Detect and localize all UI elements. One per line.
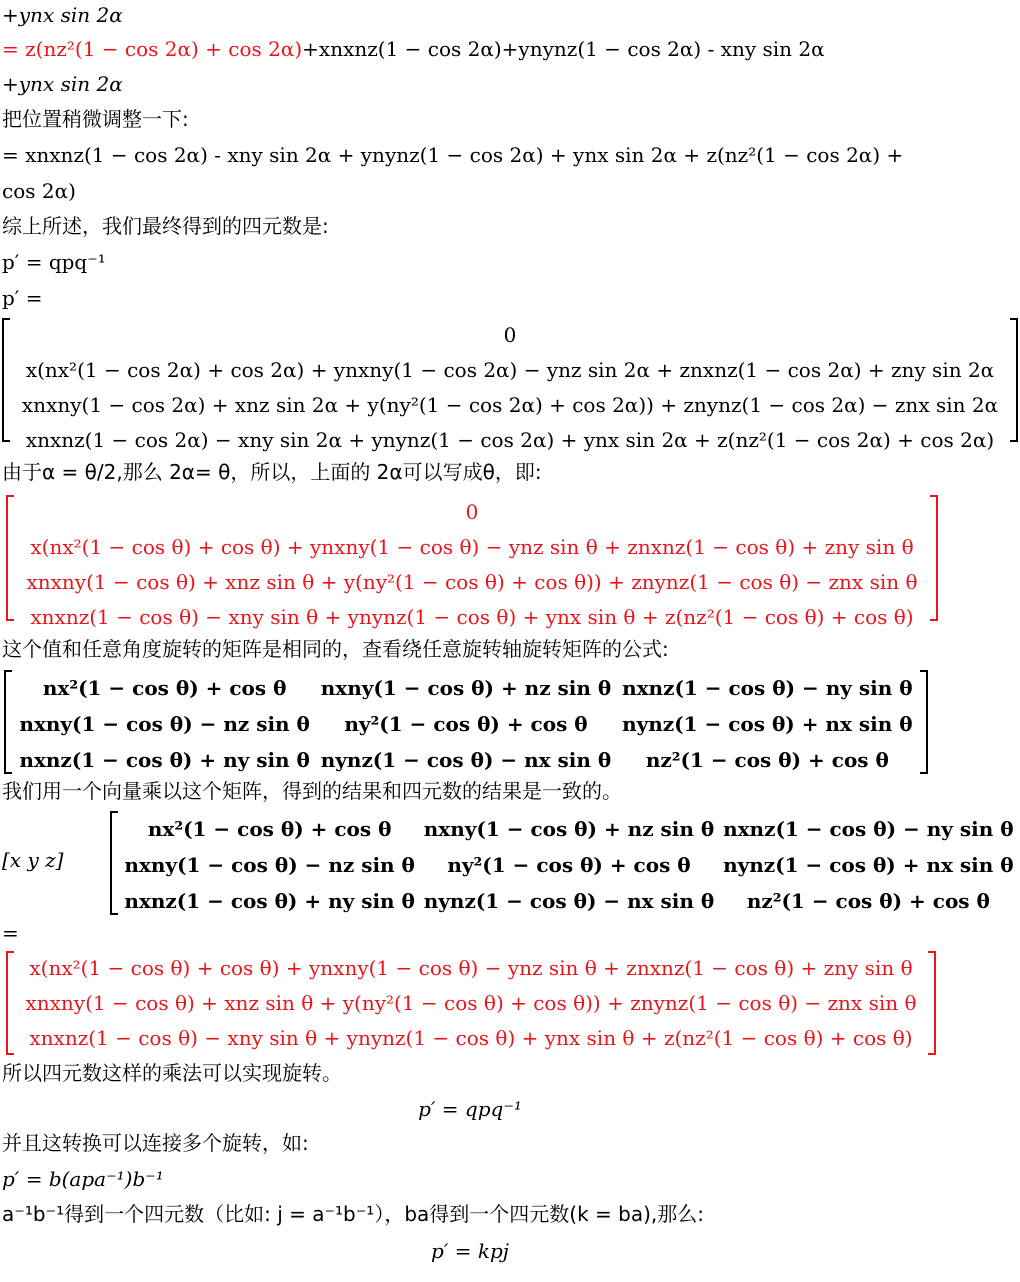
matrix-theta	[6, 495, 938, 629]
result-row: xnxny(1 − cos θ) + xnz sin θ + y(ny²(1 − cos θ) + cos θ)) + znynz(1 − cos θ) − znx sin θ	[25, 991, 917, 1015]
rot-cell: nynz(1 − cos θ) + nx sin θ	[622, 712, 913, 736]
rot2-cell: nx²(1 − cos θ) + cos θ	[147, 817, 392, 841]
rot2-cell: nynz(1 − cos θ) + nx sin θ	[723, 853, 1014, 877]
matrix-theta-row: 0	[465, 500, 479, 524]
formula-rest: +xnxnz(1 − cos 2α)+ynynz(1 − cos 2α) - xny sin 2α	[302, 37, 825, 61]
matrix-alpha-row: x(nx²(1 − cos 2α) + cos 2α) + ynxny(1 − cos 2α) − ynz sin 2α + znxnz(1 − cos 2α) + zny sin 2α	[25, 358, 995, 382]
result-row: xnxnz(1 − cos θ) − xny sin θ + ynynz(1 − cos θ) + ynx sin θ + z(nz²(1 − cos θ) + cos θ)	[29, 1026, 913, 1050]
rot-cell: nxny(1 − cos θ) + nz sin θ	[320, 676, 612, 700]
text-alpha-theta: 由于α = θ/2,那么 2α= θ，所以，上面的 2α可以写成θ，即:	[2, 460, 542, 484]
rot2-cell: nz²(1 − cos θ) + cos θ	[746, 889, 990, 913]
rot-cell: nxnz(1 − cos θ) − ny sin θ	[622, 676, 913, 700]
formula-line-1: +ynx sin 2α	[2, 3, 123, 27]
rotation-matrix	[4, 670, 928, 774]
formula-pqp: p′ = qpq⁻¹	[2, 250, 106, 274]
text-summary: 综上所述，我们最终得到的四元数是:	[2, 214, 329, 238]
text-vector-mult: 我们用一个向量乘以这个矩阵，得到的结果和四元数的结果是一致的。	[2, 779, 622, 803]
matrix-theta-row: x(nx²(1 − cos θ) + cos θ) + ynxny(1 − cos θ) − ynz sin θ + znxnz(1 − cos θ) + zny sin θ	[30, 535, 914, 559]
result-row: x(nx²(1 − cos θ) + cos θ) + ynxny(1 − cos θ) − ynz sin θ + znxnz(1 − cos θ) + zny sin θ	[29, 956, 913, 980]
rot-cell: nx²(1 − cos θ) + cos θ	[42, 676, 287, 700]
matrix-theta-row: xnxny(1 − cos θ) + xnz sin θ + y(ny²(1 − cos θ) + cos θ)) + znynz(1 − cos θ) − znx sin θ	[26, 570, 918, 594]
text-same-matrix: 这个值和任意角度旋转的矩阵是相同的，查看绕任意旋转轴旋转矩阵的公式:	[2, 637, 669, 661]
rot2-cell: nxnz(1 − cos θ) + ny sin θ	[124, 889, 415, 913]
formula-bapab: p′ = b(apa⁻¹)b⁻¹	[2, 1167, 164, 1191]
formula-line-3: +ynx sin 2α	[2, 72, 123, 96]
equals-sign: =	[2, 921, 19, 945]
text-adjust: 把位置稍微调整一下:	[2, 107, 189, 131]
rot2-cell: nxnz(1 − cos θ) − ny sin θ	[723, 817, 1014, 841]
rotation-matrix-2	[110, 811, 1018, 915]
rot-cell: ny²(1 − cos θ) + cos θ	[344, 712, 588, 736]
matrix-alpha-row: xnxnz(1 − cos 2α) − xny sin 2α + ynynz(1 − cos 2α) + ynx sin 2α + z(nz²(1 − cos 2α) + cos 2α)	[25, 428, 995, 452]
rot2-cell: nxny(1 − cos θ) − nz sin θ	[124, 853, 415, 877]
text-conclusion: 所以四元数这样的乘法可以实现旋转。	[2, 1061, 342, 1085]
formula-line-2	[2, 34, 825, 64]
row-vector: [x y z]	[2, 848, 64, 872]
rot2-cell: ny²(1 − cos θ) + cos θ	[447, 853, 691, 877]
matrix-theta-row: xnxnz(1 − cos θ) − xny sin θ + ynynz(1 − cos θ) + ynx sin θ + z(nz²(1 − cos θ) + cos θ)	[30, 605, 914, 629]
matrix-alpha-row: 0	[503, 323, 517, 347]
formula-line-6: cos 2α)	[2, 179, 76, 203]
text-multi-rotation: 并且这转换可以连接多个旋转，如:	[2, 1131, 309, 1155]
rot2-cell: nxny(1 − cos θ) + nz sin θ	[423, 817, 715, 841]
matrix-alpha-row: xnxny(1 − cos 2α) + xnz sin 2α + y(ny²(1 − cos 2α) + cos 2α)) + znynz(1 − cos 2α) − znx sin 2α	[21, 393, 999, 417]
formula-pqp-center: p′ = qpq⁻¹	[418, 1097, 522, 1121]
formula-kpj: p′ = kpj	[431, 1239, 509, 1263]
formula-p-equals: p′ =	[2, 286, 43, 310]
rot-cell: nxnz(1 − cos θ) + ny sin θ	[19, 748, 310, 772]
text-quaternion-jk: a⁻¹b⁻¹得到一个四元数（比如: j = a⁻¹b⁻¹），ba得到一个四元数(k = ba),那么:	[2, 1202, 704, 1226]
result-vector	[6, 951, 936, 1055]
rot-cell: nz²(1 − cos θ) + cos θ	[645, 748, 889, 772]
matrix-alpha	[2, 318, 1018, 452]
formula-z-term: = z(nz²(1 − cos 2α) + cos 2α)	[2, 37, 303, 61]
rot2-cell: nynz(1 − cos θ) − nx sin θ	[423, 889, 715, 913]
rot-cell: nynz(1 − cos θ) − nx sin θ	[320, 748, 612, 772]
rot-cell: nxny(1 − cos θ) − nz sin θ	[19, 712, 310, 736]
formula-line-5: = xnxnz(1 − cos 2α) - xny sin 2α + ynynz(1 − cos 2α) + ynx sin 2α + z(nz²(1 − cos 2α) +	[2, 143, 904, 167]
